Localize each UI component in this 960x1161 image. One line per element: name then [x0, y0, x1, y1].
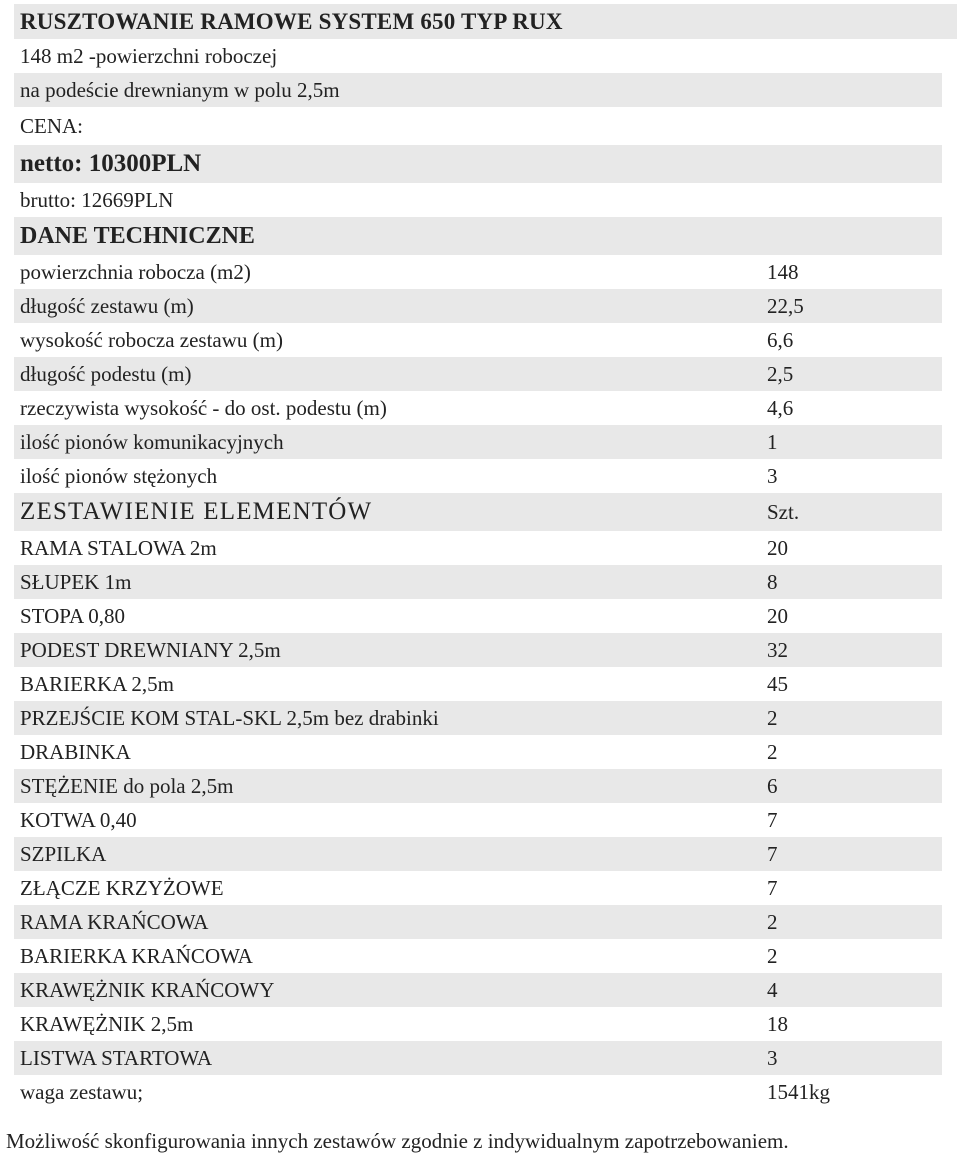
- row-value: 8: [767, 569, 778, 594]
- price-label: CENA:: [20, 113, 83, 138]
- row-label: długość podestu (m): [20, 361, 192, 386]
- table-row: [14, 255, 942, 289]
- row-value: 7: [767, 807, 778, 832]
- row-value: 7: [767, 875, 778, 900]
- table-row: [14, 633, 942, 667]
- technical-heading: DANE TECHNICZNE: [20, 222, 255, 249]
- row-label: PODEST DREWNIANY 2,5m: [20, 637, 281, 662]
- row-value: 32: [767, 637, 788, 662]
- weight-row: [14, 1075, 942, 1109]
- row-label: LISTWA STARTOWA: [20, 1045, 213, 1070]
- row-label: rzeczywista wysokość - do ost. podestu (m): [20, 395, 387, 420]
- table-row: [14, 701, 942, 735]
- row-label: PRZEJŚCIE KOM STAL-SKL 2,5m bez drabinki: [20, 705, 439, 730]
- row-label: BARIERKA 2,5m: [20, 671, 175, 696]
- price-label-line: [14, 107, 942, 145]
- elements-table: [14, 531, 942, 1075]
- row-value: 3: [767, 463, 778, 488]
- row-label: wysokość robocza zestawu (m): [20, 327, 283, 352]
- table-row: [14, 391, 942, 425]
- page-title-row: [14, 4, 957, 39]
- table-row: [14, 1041, 942, 1075]
- row-value: 20: [767, 603, 788, 628]
- table-row: [14, 425, 942, 459]
- surface-line: [14, 39, 942, 73]
- price-net: netto: 10300PLN: [20, 150, 202, 177]
- table-row: [14, 599, 942, 633]
- table-row: [14, 289, 942, 323]
- row-value: 3: [767, 1045, 778, 1070]
- table-row: [14, 837, 942, 871]
- unit-header: Szt.: [767, 499, 800, 524]
- surface-text: 148 m2 -powierzchni roboczej: [20, 43, 278, 68]
- row-label: KRAWĘŻNIK KRAŃCOWY: [20, 977, 275, 1002]
- row-value: 4,6: [767, 395, 794, 420]
- price-gross-line: [14, 183, 942, 217]
- footer-note: Możliwość skonfigurowania innych zestawów zgodnie z indywidualnym zapotrzebowaniem.: [6, 1129, 789, 1153]
- table-row: [14, 939, 942, 973]
- row-label: STOPA 0,80: [20, 603, 126, 628]
- weight-value: 1541kg: [767, 1079, 830, 1104]
- row-value: 2: [767, 909, 778, 934]
- row-label: RAMA STALOWA 2m: [20, 535, 217, 560]
- weight-label: waga zestawu;: [20, 1079, 144, 1104]
- platform-text: na podeście drewnianym w polu 2,5m: [20, 77, 340, 102]
- row-value: 6,6: [767, 327, 794, 352]
- table-row: [14, 357, 942, 391]
- row-label: SZPILKA: [20, 841, 107, 866]
- row-value: 7: [767, 841, 778, 866]
- table-row: [14, 973, 942, 1007]
- table-row: [14, 323, 942, 357]
- row-value: 22,5: [767, 293, 804, 318]
- technical-heading-row: [14, 217, 942, 255]
- row-value: 18: [767, 1011, 788, 1036]
- row-label: KOTWA 0,40: [20, 807, 137, 832]
- row-value: 2: [767, 943, 778, 968]
- price-net-line: [14, 145, 942, 183]
- table-row: [14, 531, 942, 565]
- table-row: [14, 769, 942, 803]
- row-value: 148: [767, 259, 799, 284]
- row-label: długość zestawu (m): [20, 293, 194, 318]
- table-row: [14, 871, 942, 905]
- row-value: 4: [767, 977, 778, 1002]
- row-label: BARIERKA KRAŃCOWA: [20, 943, 253, 968]
- table-row: [14, 905, 942, 939]
- table-row: [14, 667, 942, 701]
- row-label: ilość pionów stężonych: [20, 463, 218, 488]
- row-value: 1: [767, 429, 778, 454]
- row-label: RAMA KRAŃCOWA: [20, 909, 209, 934]
- row-label: KRAWĘŻNIK 2,5m: [20, 1011, 194, 1036]
- row-label: SŁUPEK 1m: [20, 569, 132, 594]
- table-row: [14, 735, 942, 769]
- elements-heading: ZESTAWIENIE ELEMENTÓW: [20, 498, 373, 525]
- price-gross: brutto: 12669PLN: [20, 187, 174, 212]
- row-label: STĘŻENIE do pola 2,5m: [20, 773, 234, 798]
- page-title: RUSZTOWANIE RAMOWE SYSTEM 650 TYP RUX: [20, 8, 563, 34]
- row-label: ilość pionów komunikacyjnych: [20, 429, 284, 454]
- row-label: DRABINKA: [20, 739, 131, 764]
- row-value: 20: [767, 535, 788, 560]
- row-value: 45: [767, 671, 788, 696]
- row-value: 2,5: [767, 361, 794, 386]
- table-row: [14, 565, 942, 599]
- table-row: [14, 459, 942, 493]
- platform-line: [14, 73, 942, 107]
- elements-heading-row: [14, 493, 942, 531]
- table-row: [14, 803, 942, 837]
- row-value: 2: [767, 739, 778, 764]
- table-row: [14, 1007, 942, 1041]
- row-label: powierzchnia robocza (m2): [20, 259, 251, 284]
- row-value: 6: [767, 773, 778, 798]
- row-label: ZŁĄCZE KRZYŻOWE: [20, 875, 224, 900]
- row-value: 2: [767, 705, 778, 730]
- technical-table: [14, 255, 942, 493]
- spec-sheet: [14, 4, 942, 1109]
